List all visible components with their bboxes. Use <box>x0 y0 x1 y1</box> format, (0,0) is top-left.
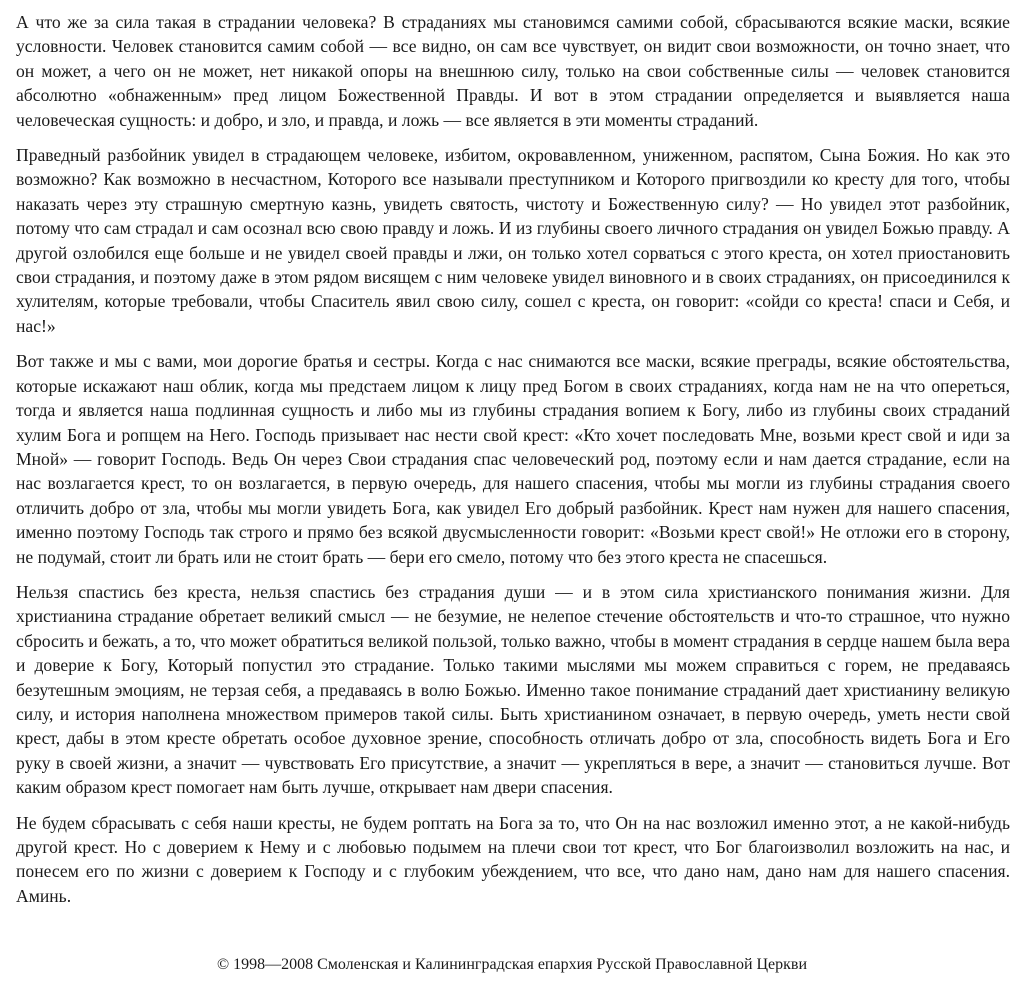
paragraph: Вот также и мы с вами, мои дорогие братья и сестры. Когда с нас снимаются все маски, всякие преграды, всякие обстоятельства, которые искажают наш облик, когда мы предстаем лицом к лицу пред Богом в своих страданиях, когда нам не на что опереться, тогда и является наша подлинная сущность и либо мы из глубины страдания вопием к Богу, либо из глубины своих страданий хулим Бога и ропщем на Него. Господь призывает нас нести свой крест: «Кто хочет последовать Мне, возьми крест свой и иди за Мной» — говорит Господь. Ведь Он через Свои страдания спас человеческий род, поэтому если и нам дается страдание, если на нас возлагается крест, то он возлагается, в первую очередь, для нашего спасения, чтобы мы могли из глубины страдания своего отличить добро от зла, чтобы мы могли увидеть Бога, как увидел Его добрый разбойник. Крест нам нужен для нашего спасения, именно поэтому Господь так строго и прямо без всякой двусмысленности говорит: «Возьми крест свой!» Не отложи его в сторону, не подумай, стоит ли брать или не стоит брать — бери его смело, потому что без этого креста не спасешься. <box>16 351 1010 567</box>
paragraph: Праведный разбойник увидел в страдающем человеке, избитом, окровавленном, униженном, распятом, Сына Божия. Но как это возможно? Как возможно в несчастном, Которого все называли преступником и Которого пригвоздили ко кресту для того, чтобы наказать через эту страшную смертную казнь, увидеть святость, чистоту и Божественную силу? — Но увидел этот разбойник, потому что сам страдал и сам осознал всю свою правду и ложь. И из глубины своего личного страдания он увидел Божью правду. А другой озлобился еще больше и не увидел своей правды и лжи, он только хотел сорваться с этого креста, он хотел приостановить свои страдания, и поэтому даже в этом рядом висящем с ним человеке увидел виновного и в своих страданиях, он присоединился к хулителям, которые требовали, чтобы Спаситель явил свою силу, сошел с креста, он говорит: «сойди со креста! спаси и Себя, и нас!» <box>16 145 1010 336</box>
article-body <box>16 10 1010 919</box>
paragraph: Нельзя спастись без креста, нельзя спастись без страдания души — и в этом сила христианского понимания жизни. Для христианина страдание обретает великий смысл — не безумие, не нелепое стечение обстоятельств и что-то страшное, что нужно сбросить и бежать, а то, что может обратиться великой пользой, только важно, чтобы в момент страдания в сердце нашем была вера и доверие к Богу, Который попустил это страдание. Только такими мыслями мы можем справиться с горем, не предаваясь безутешным эмоциям, не терзая себя, а предаваясь в волю Божью. Именно такое понимание страданий дает христианину великую силу, и история наполнена множеством примеров такой силы. Быть христианином означает, в первую очередь, уметь нести свой крест, дабы в этом кресте обретать особое духовное зрение, способность отличать добро от зла, способность видеть Бога и Его руку в своей жизни, а значит — чувствовать Его присутствие, а значит — укрепляться в вере, а значит — становиться лучше. Вот каким образом крест помогает нам быть лучше, открывает нам двери спасения. <box>16 581 1010 798</box>
paragraph: Не будем сбрасывать с себя наши кресты, не будем роптать на Бога за то, что Он на нас возложил именно этот, а не какой-нибудь другой крест. Но с доверием к Нему и с любовью подымем на плечи свои тот крест, что Бог благоизволил возложить на нас, и понесем его по жизни с доверием к Господу и с глубоким убеждением, что все, что дано нам, дано нам для нашего спасения. Аминь. <box>16 812 1010 906</box>
copyright-footer: © 1998—2008 Смоленская и Калининградская епархия Русской Православной Церкви <box>216 956 808 973</box>
paragraph: А что же за сила такая в страдании человека? В страданиях мы становимся самими собой, сбрасываются всякие маски, всякие условности. Человек становится самим собой — все видно, он сам все чувствует, он видит свои возможности, он точно знает, что он может, а чего он не может, нет никакой опоры на внешнюю силу, только на свои собственные силы — человек становится абсолютно «обнаженным» пред лицом Божественной Правды. И вот в этом страдании определяется и выявляется наша человеческая сущность: и добро, и зло, и правда, и ложь — все является в эти моменты страданий. <box>16 12 1010 130</box>
